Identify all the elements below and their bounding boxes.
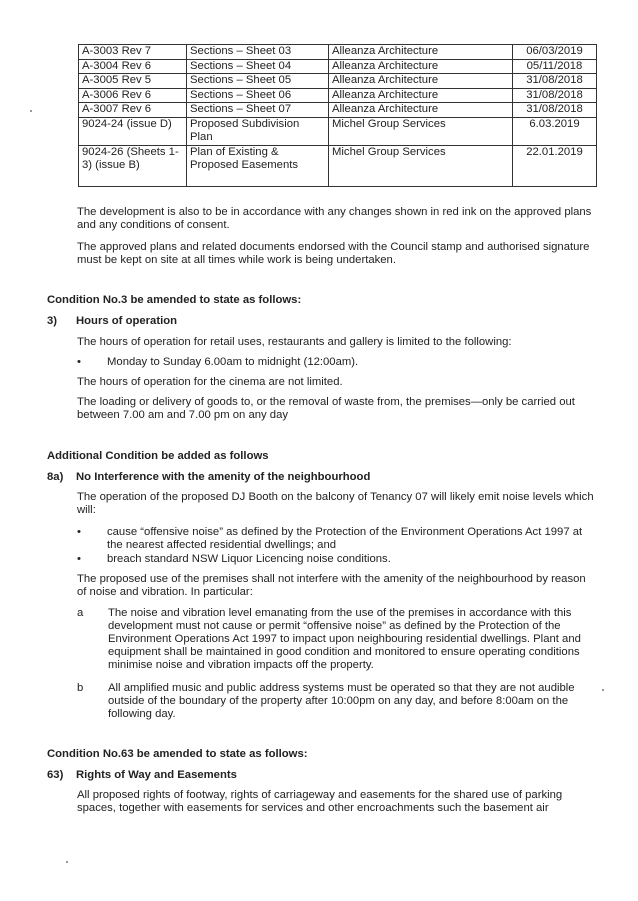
- prepared-by-cell: Alleanza Architecture: [329, 45, 513, 60]
- table-row: [79, 145, 597, 186]
- plan-date-cell: 31/08/2018: [513, 103, 597, 118]
- condition-3-intro: Condition No.3 be amended to state as follows:: [47, 294, 302, 306]
- condition-3-heading: [47, 315, 177, 328]
- plan-title-cell: Plan of Existing & Proposed Easements: [187, 145, 329, 186]
- scan-speck: [30, 110, 32, 112]
- item-label: a: [77, 607, 84, 619]
- table-row: [79, 45, 597, 60]
- plan-date-cell: 31/08/2018: [513, 74, 597, 89]
- plan-title-cell: Sections – Sheet 06: [187, 88, 329, 103]
- plan-title-cell: Sections – Sheet 07: [187, 103, 329, 118]
- plan-date-cell: 6.03.2019: [513, 117, 597, 145]
- plan-date-cell: 05/11/2018: [513, 59, 597, 74]
- condition-63-heading: [47, 769, 237, 782]
- table-row: [79, 74, 597, 89]
- condition-title: Hours of operation: [76, 315, 178, 327]
- bullet-icon: •: [77, 526, 81, 538]
- table-row: [79, 88, 597, 103]
- list-item-text: breach standard NSW Liquor Licencing noise conditions.: [107, 553, 391, 565]
- cinema-hours-paragraph: The hours of operation for the cinema are not limited.: [77, 376, 343, 388]
- list-item-text: cause “offensive noise” as defined by the Protection of the Environment Operations Act 1997 at the nearest affected residential dwellings; and: [107, 526, 583, 551]
- condition-8a-heading: [47, 471, 370, 484]
- condition-title: No Interference with the amenity of the neighbourhood: [76, 471, 371, 483]
- hours-paragraph: The hours of operation for retail uses, restaurants and gallery is limited to the following:: [77, 336, 512, 348]
- list-item-text: Monday to Sunday 6.00am to midnight (12:00am).: [107, 356, 359, 368]
- prepared-by-cell: Alleanza Architecture: [329, 74, 513, 89]
- plan-number-cell: A-3004 Rev 6: [79, 59, 187, 74]
- prepared-by-cell: Alleanza Architecture: [329, 88, 513, 103]
- plan-number-cell: 9024-26 (Sheets 1-3) (issue B): [79, 145, 187, 186]
- scan-speck: [66, 861, 68, 863]
- plan-number-cell: 9024-24 (issue D): [79, 117, 187, 145]
- prepared-by-cell: Michel Group Services: [329, 117, 513, 145]
- loading-paragraph: The loading or delivery of goods to, or the removal of waste from, the premises—only be carried out between 7.00 am and 7.00 pm on any day: [77, 396, 575, 421]
- amenity-paragraph: The proposed use of the premises shall not interfere with the amenity of the neighbourhood by reason of noise and vibration. In particular:: [77, 573, 586, 598]
- condition-8a-intro: Additional Condition be added as follows: [47, 450, 269, 462]
- red-ink-paragraph: The development is also to be in accordance with any changes shown in red ink on the approved plans and any conditions of consent.: [77, 206, 592, 231]
- plan-title-cell: Sections – Sheet 05: [187, 74, 329, 89]
- prepared-by-cell: Alleanza Architecture: [329, 103, 513, 118]
- table-row: [79, 117, 597, 145]
- bullet-icon: •: [77, 553, 81, 565]
- plan-date-cell: 31/08/2018: [513, 88, 597, 103]
- plan-number-cell: A-3005 Rev 5: [79, 74, 187, 89]
- table-row: [79, 103, 597, 118]
- plan-number-cell: A-3007 Rev 6: [79, 103, 187, 118]
- dj-booth-paragraph: The operation of the proposed DJ Booth on the balcony of Tenancy 07 will likely emit noise levels which will:: [77, 491, 594, 516]
- prepared-by-cell: Alleanza Architecture: [329, 59, 513, 74]
- plan-date-cell: 22.01.2019: [513, 145, 597, 186]
- plan-number-cell: A-3006 Rev 6: [79, 88, 187, 103]
- item-label: b: [77, 682, 84, 694]
- plan-title-cell: Proposed Subdivision Plan: [187, 117, 329, 145]
- condition-number: 63): [47, 769, 64, 781]
- council-stamp-paragraph: The approved plans and related documents endorsed with the Council stamp and authorised signature must be kept on site at all times while work is being undertaken.: [77, 241, 590, 266]
- item-text: All amplified music and public address systems must be operated so that they are not audible outside of the boundary of the property after 10:00pm on any day, and before 8:00am on the following day.: [108, 682, 575, 720]
- scan-speck: [602, 689, 604, 691]
- condition-number: 8a): [47, 471, 64, 483]
- plan-number-cell: A-3003 Rev 7: [79, 45, 187, 60]
- table-row: [79, 59, 597, 74]
- plan-date-cell: 06/03/2019: [513, 45, 597, 60]
- bullet-icon: •: [77, 356, 81, 368]
- prepared-by-cell: Michel Group Services: [329, 145, 513, 186]
- rights-of-way-paragraph: All proposed rights of footway, rights of carriageway and easements for the shared use of parking spaces, together with easements for services and other encroachments such the basement air: [77, 789, 563, 814]
- condition-63-intro: Condition No.63 be amended to state as follows:: [47, 748, 308, 760]
- plan-title-cell: Sections – Sheet 04: [187, 59, 329, 74]
- approved-plans-table: [78, 44, 597, 187]
- item-text: The noise and vibration level emanating from the use of the premises in accordance with this development must not cause or permit “offensive noise” as defined by the Protection of the Environment Operations Act 1997 to impact upon neighbouring residential dwellings. Plant and equipment shall be maintained in good condition and monitored to ensure operating conditions minimise noise and vibration impacts off the property.: [108, 607, 581, 671]
- condition-number: 3): [47, 315, 58, 327]
- condition-title: Rights of Way and Easements: [76, 769, 237, 781]
- plan-title-cell: Sections – Sheet 03: [187, 45, 329, 60]
